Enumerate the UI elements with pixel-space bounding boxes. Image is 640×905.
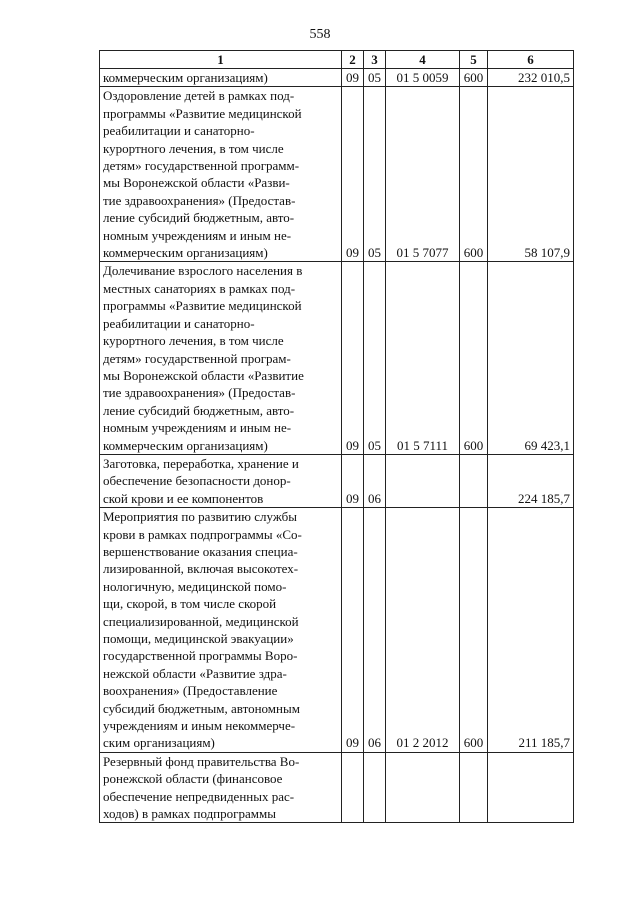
row-subsection-code	[364, 752, 386, 823]
description-line: коммерческим организациям)	[103, 437, 268, 453]
table-row	[100, 508, 574, 753]
row-amount: 58 107,9	[488, 87, 574, 262]
row-amount: 69 423,1	[488, 262, 574, 454]
description-line: тие здравоохранения» (Предостав-	[103, 192, 296, 208]
row-target-article: 01 5 7077	[386, 87, 460, 262]
row-target-article	[386, 454, 460, 507]
description-line: коммерческим организациям)	[103, 245, 268, 261]
row-subsection-code: 05	[364, 69, 386, 87]
description-line: местных санаториях в рамках под-	[103, 280, 296, 296]
page-number: 558	[309, 27, 331, 42]
description-line: ронежской области (финансовое	[103, 771, 283, 787]
row-target-article: 01 5 7111	[386, 262, 460, 454]
table-row	[100, 262, 574, 454]
table-row	[100, 87, 574, 262]
description-line: ским организациям)	[103, 735, 215, 751]
description-line: нологичную, медицинской помо-	[103, 578, 287, 594]
row-subsection-code: 06	[364, 454, 386, 507]
row-subsection-code: 06	[364, 508, 386, 753]
description-line: детям» государственной программ-	[103, 158, 300, 174]
description-line: Оздоровление детей в рамках под-	[103, 88, 295, 104]
description-line: ление субсидий бюджетным, авто-	[103, 402, 295, 418]
budget-table	[99, 50, 574, 823]
description-line: Заготовка, переработка, хранение и	[103, 455, 299, 471]
description-line: крови в рамках подпрограммы «Со-	[103, 526, 302, 542]
row-description	[100, 262, 342, 454]
description-line: курортного лечения, в том числе	[103, 140, 284, 156]
description-line: ление субсидий бюджетным, авто-	[103, 210, 295, 226]
row-description	[100, 508, 342, 753]
row-amount	[488, 752, 574, 823]
description-line: обеспечение непредвиденных рас-	[103, 788, 295, 804]
row-amount: 232 010,5	[488, 69, 574, 87]
header-col-4: 4	[386, 51, 460, 69]
row-description	[100, 87, 342, 262]
row-section-code: 09	[342, 69, 364, 87]
header-col-6: 6	[488, 51, 574, 69]
header-col-2: 2	[342, 51, 364, 69]
description-line: коммерческим организациям)	[103, 70, 268, 85]
description-line: государственной программы Воро-	[103, 648, 298, 664]
description-line: субсидий бюджетным, автономным	[103, 700, 300, 716]
description-line: реабилитации и санаторно-	[103, 315, 255, 331]
description-line: Долечивание взрослого населения в	[103, 263, 303, 279]
description-line: мы Воронежской области «Разви-	[103, 175, 290, 191]
row-expense-type: 600	[460, 508, 488, 753]
row-section-code: 09	[342, 508, 364, 753]
row-section-code: 09	[342, 262, 364, 454]
description-line: вершенствование оказания специа-	[103, 543, 298, 559]
row-expense-type	[460, 752, 488, 823]
row-section-code	[342, 752, 364, 823]
description-line: ходов) в рамках подпрограммы	[103, 806, 276, 822]
row-target-article: 01 2 2012	[386, 508, 460, 753]
table-row	[100, 752, 574, 823]
row-expense-type: 600	[460, 69, 488, 87]
header-col-3: 3	[364, 51, 386, 69]
table-row	[100, 454, 574, 507]
header-row	[100, 51, 574, 69]
description-line: ской крови и ее компонентов	[103, 490, 264, 506]
description-line: детям» государственной програм-	[103, 350, 291, 366]
description-line: номным учреждениям и иным не-	[103, 420, 292, 436]
description-line: номным учреждениям и иным не-	[103, 227, 292, 243]
description-line: щи, скорой, в том числе скорой	[103, 596, 277, 612]
description-line: Мероприятия по развитию службы	[103, 509, 297, 525]
row-target-article: 01 5 0059	[386, 69, 460, 87]
row-expense-type: 600	[460, 262, 488, 454]
row-target-article	[386, 752, 460, 823]
description-line: помощи, медицинской эвакуации»	[103, 631, 294, 646]
description-line: мы Воронежской области «Развитие	[103, 367, 304, 383]
description-line: Резервный фонд правительства Во-	[103, 753, 300, 769]
row-amount: 224 185,7	[488, 454, 574, 507]
row-section-code: 09	[342, 87, 364, 262]
row-expense-type	[460, 454, 488, 507]
description-line: обеспечение безопасности донор-	[103, 473, 291, 489]
row-expense-type: 600	[460, 87, 488, 262]
description-line: реабилитации и санаторно-	[103, 123, 255, 139]
description-line: программы «Развитие медицинской	[103, 105, 302, 121]
row-section-code: 09	[342, 454, 364, 507]
description-line: нежской области «Развитие здра-	[103, 665, 287, 681]
table-row	[100, 69, 574, 87]
row-amount: 211 185,7	[488, 508, 574, 753]
row-subsection-code: 05	[364, 262, 386, 454]
description-line: воохранения» (Предоставление	[103, 683, 278, 699]
header-col-1: 1	[100, 51, 342, 69]
row-description	[100, 752, 342, 823]
description-line: тие здравоохранения» (Предостав-	[103, 385, 296, 401]
description-line: лизированной, включая высокотех-	[103, 561, 299, 577]
description-line: специализированной, медицинской	[103, 613, 299, 629]
header-col-5: 5	[460, 51, 488, 69]
row-subsection-code: 05	[364, 87, 386, 262]
description-line: учреждениям и иным некоммерче-	[103, 718, 296, 734]
description-line: программы «Развитие медицинской	[103, 298, 302, 314]
row-description	[100, 454, 342, 507]
row-description	[100, 69, 342, 87]
description-line: курортного лечения, в том числе	[103, 333, 284, 349]
